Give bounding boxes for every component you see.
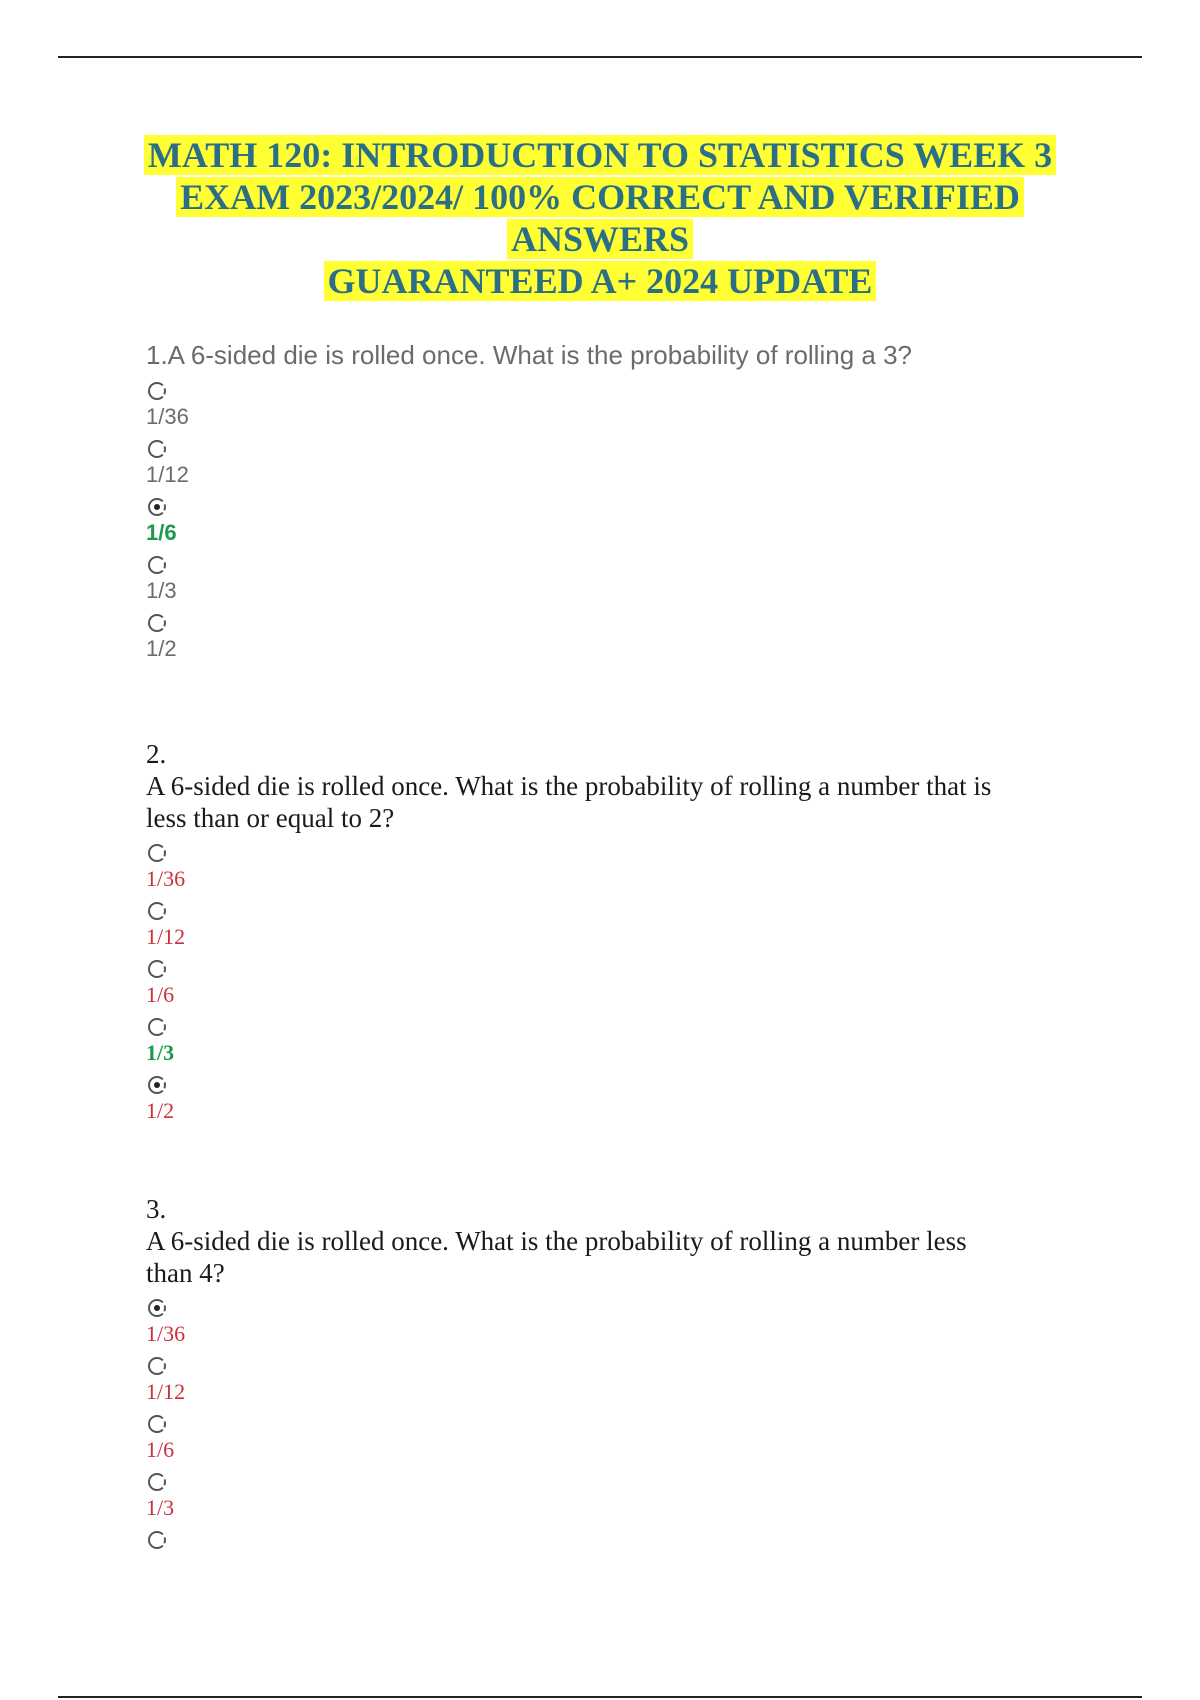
radio-button[interactable] [148, 844, 166, 862]
answer-option [146, 1473, 1106, 1521]
top-rule [58, 56, 1142, 58]
radio-button-selected[interactable] [148, 1076, 166, 1094]
radio-button[interactable] [148, 902, 166, 920]
option-label-wrong: 1/6 [146, 1437, 175, 1462]
radio-button[interactable] [148, 1531, 166, 1549]
title-line-2: EXAM 2023/2024/ 100% CORRECT AND VERIFIED [176, 177, 1024, 217]
option-label-wrong: 1/3 [146, 1495, 175, 1520]
option-label-correct: 1/3 [146, 1040, 175, 1065]
radio-button[interactable] [148, 614, 166, 632]
radio-button[interactable] [148, 1018, 166, 1036]
option-label-wrong: 1/12 [146, 924, 186, 949]
bottom-rule [58, 1696, 1142, 1698]
answer-option [146, 1076, 1106, 1124]
answer-option [146, 1299, 1106, 1347]
option-label-correct: 1/6 [146, 520, 177, 545]
question-number: 3. [146, 1194, 167, 1224]
question-stem-line: less than or equal to 2? [146, 803, 395, 833]
radio-button-selected[interactable] [148, 498, 166, 516]
title-line-1: MATH 120: INTRODUCTION TO STATISTICS WEEK 3 [144, 135, 1056, 175]
radio-button[interactable] [148, 556, 166, 574]
answer-option [146, 960, 1106, 1008]
option-label-wrong: 1/2 [146, 1098, 175, 1123]
question-number: 2. [146, 739, 167, 769]
answer-option [146, 1357, 1106, 1405]
radio-button[interactable] [148, 1357, 166, 1375]
radio-button-selected[interactable] [148, 1299, 166, 1317]
question-3 [146, 1193, 1106, 1553]
answer-option [146, 902, 1106, 950]
option-label: 1/3 [146, 578, 177, 603]
answer-option [146, 498, 1106, 546]
radio-button[interactable] [148, 1473, 166, 1491]
question-2 [146, 738, 1106, 1124]
answer-options [146, 844, 1106, 1124]
option-label: 1/12 [146, 462, 189, 487]
question-stem-line: A 6-sided die is rolled once. What is the probability of rolling a number less [146, 1226, 967, 1256]
option-label-wrong: 1/12 [146, 1379, 186, 1404]
question-1 [146, 338, 1106, 662]
radio-button[interactable] [148, 382, 166, 400]
option-label-wrong: 1/6 [146, 982, 175, 1007]
option-label-wrong: 1/36 [146, 866, 186, 891]
radio-button[interactable] [148, 440, 166, 458]
answer-option [146, 1531, 1106, 1549]
option-label: 1/36 [146, 404, 189, 429]
title-line-3: ANSWERS [507, 219, 693, 259]
question-stem-line: A 6-sided die is rolled once. What is the probability of rolling a number that is [146, 771, 992, 801]
question-stem: 1.A 6-sided die is rolled once. What is the probability of rolling a 3? [146, 340, 912, 370]
answer-option [146, 1415, 1106, 1463]
document-title [100, 134, 1100, 302]
option-label-wrong: 1/36 [146, 1321, 186, 1346]
answer-option [146, 844, 1106, 892]
answer-option [146, 556, 1106, 604]
answer-options [146, 1299, 1106, 1549]
answer-options [146, 382, 1106, 662]
answer-option [146, 382, 1106, 430]
answer-option [146, 614, 1106, 662]
title-line-4: GUARANTEED A+ 2024 UPDATE [324, 261, 877, 301]
radio-button[interactable] [148, 1415, 166, 1433]
radio-button[interactable] [148, 960, 166, 978]
option-label: 1/2 [146, 636, 177, 661]
question-stem-line: than 4? [146, 1258, 225, 1288]
answer-option [146, 1018, 1106, 1066]
answer-option [146, 440, 1106, 488]
